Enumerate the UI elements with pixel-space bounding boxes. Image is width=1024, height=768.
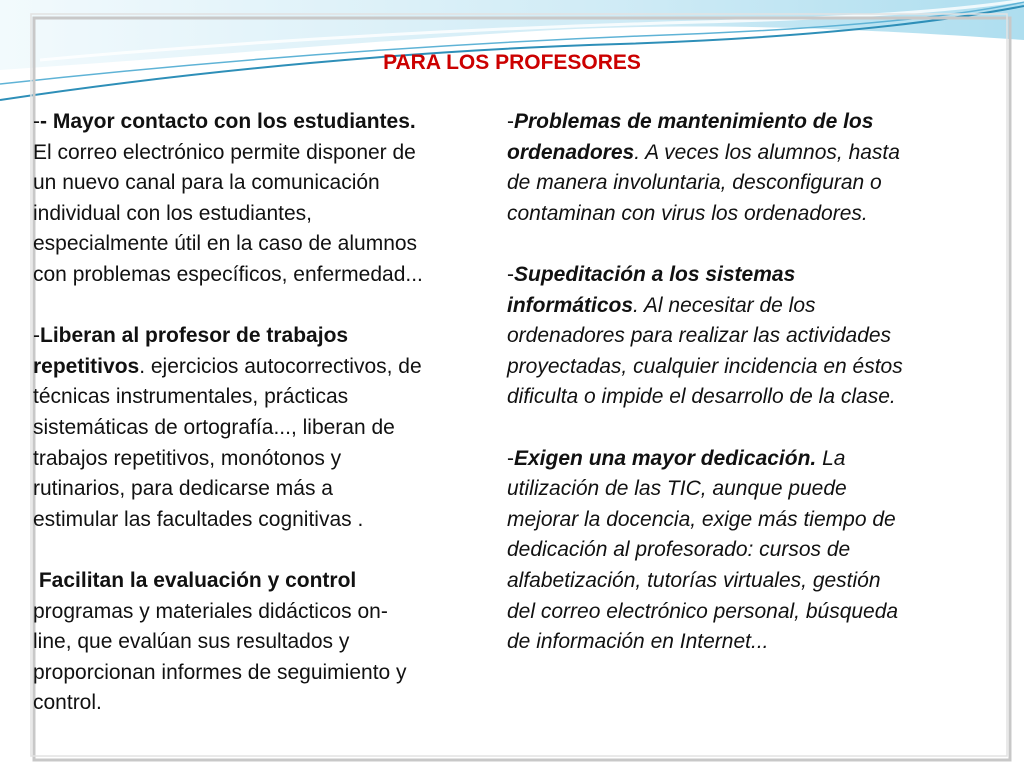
maintenance-line: de manera involuntaria, desconfiguran o	[507, 171, 882, 195]
repetitive-line: técnicas instrumentales, prácticas	[33, 385, 349, 409]
dependency-line: ordenadores para realizar las actividades	[507, 324, 892, 348]
right-column	[507, 107, 1007, 658]
repetitive-heading: -Liberan al profesor de trabajos	[33, 324, 349, 348]
dependency-heading: -Supeditación a los sistemas	[507, 262, 796, 286]
contact-line: un nuevo canal para la comunicación	[33, 171, 380, 195]
dedication-line: de información en Internet...	[507, 630, 769, 654]
repetitive-line: rutinarios, para dedicarse más a	[33, 477, 333, 501]
slide-title: PARA LOS PROFESORES	[383, 51, 641, 74]
repetitive-line: estimular las facultades cognitivas .	[33, 507, 364, 531]
evaluation-line: programas y materiales didácticos on-	[33, 599, 388, 623]
maintenance-heading: -Problemas de mantenimiento de los	[507, 110, 874, 133]
dedication-line: del correo electrónico personal, búsqueda	[507, 599, 899, 623]
contact-line: El correo electrónico permite disponer de	[33, 140, 416, 164]
repetitive-line: trabajos repetitivos, monótonos y	[33, 446, 342, 470]
dedication-line: alfabetización, tutorías virtuales, gestión	[507, 568, 881, 592]
dedication-line: utilización de las TIC, aunque puede	[507, 477, 847, 501]
contact-line: especialmente útil en la caso de alumnos	[33, 232, 418, 256]
dedication-line: dedicación al profesorado: cursos de	[507, 538, 851, 562]
maintenance-line: contaminan con virus los ordenadores.	[507, 201, 868, 225]
dedication-heading: -Exigen una mayor dedicación. La	[507, 446, 846, 470]
dedication-line: mejorar la docencia, exige más tiempo de	[507, 507, 896, 531]
contact-heading: -- Mayor contacto con los estudiantes.	[33, 110, 416, 133]
evaluation-line: line, que evalúan sus resultados y	[33, 630, 350, 654]
maintenance-heading-2: ordenadores. A veces los alumnos, hasta	[507, 140, 900, 164]
repetitive-line: sistemáticas de ortografía..., liberan de	[33, 415, 395, 439]
contact-line: individual con los estudiantes,	[33, 201, 313, 225]
dependency-line: dificulta o impide el desarrollo de la clase.	[507, 385, 896, 409]
left-column	[33, 107, 505, 719]
evaluation-heading: Facilitan la evaluación y control	[33, 568, 357, 592]
repetitive-heading-2: repetitivos. ejercicios autocorrectivos, de	[33, 354, 422, 378]
evaluation-line: proporcionan informes de seguimiento y	[33, 660, 407, 684]
contact-line: con problemas específicos, enfermedad...	[33, 262, 423, 286]
evaluation-line: control.	[33, 691, 102, 715]
dependency-line: proyectadas, cualquier incidencia en éstos	[507, 354, 903, 378]
dependency-heading-2: informáticos. Al necesitar de los	[507, 293, 816, 317]
